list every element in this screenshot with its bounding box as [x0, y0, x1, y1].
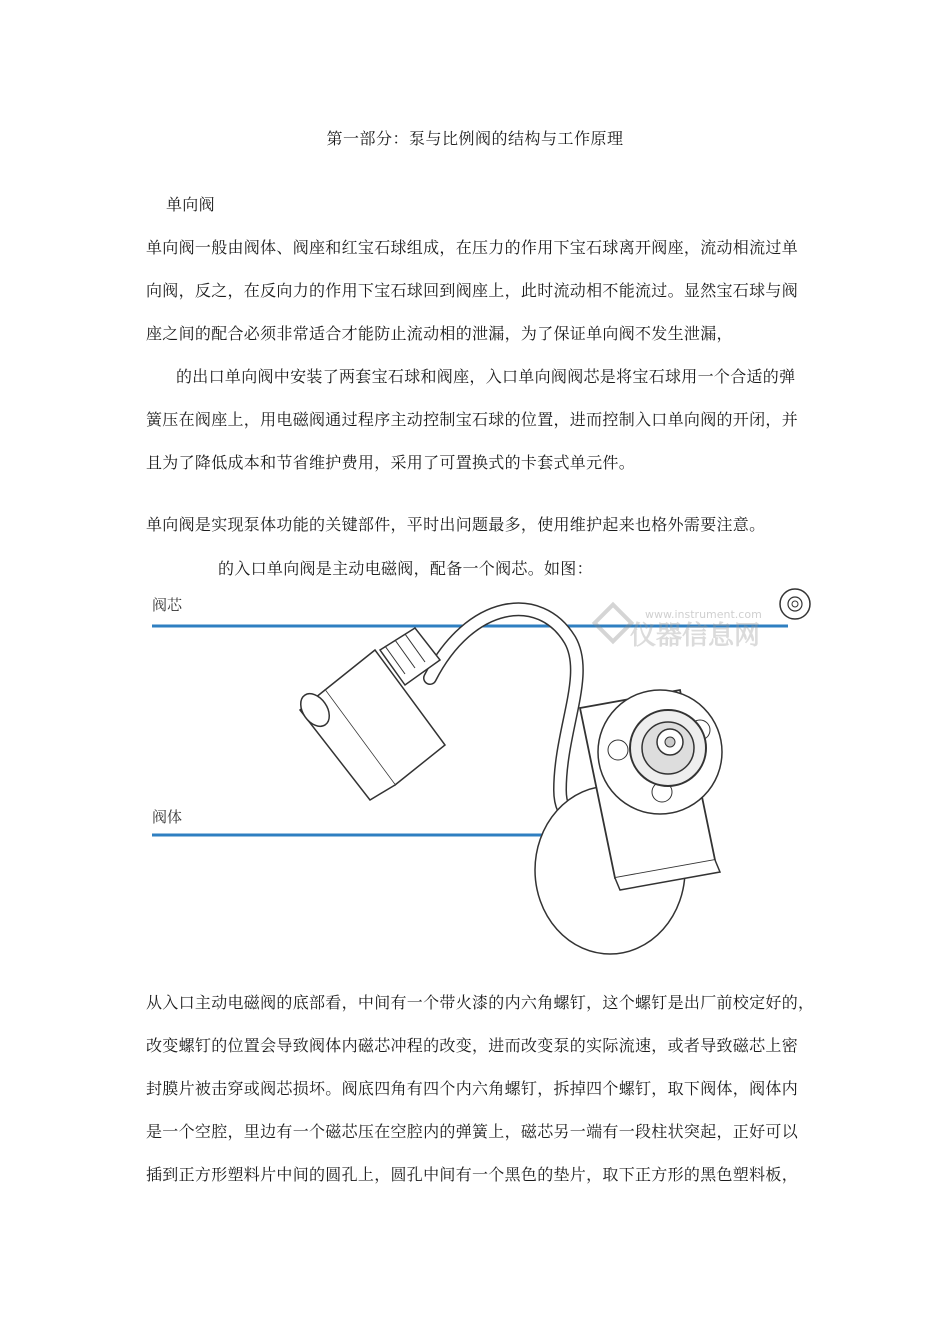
- paragraph-line: 单向阀一般由阀体、阀座和红宝石球组成，在压力的作用下宝石球离开阀座，流动相流过单: [146, 238, 799, 257]
- fitting-icon: [780, 589, 810, 619]
- paragraph-line: 从入口主动电磁阀的底部看，中间有一个带火漆的内六角螺钉，这个螺钉是出厂前校定好的，: [146, 993, 815, 1012]
- paragraph-line: 改变螺钉的位置会导致阀体内磁芯冲程的改变，进而改变泵的实际流速，或者导致磁芯上密: [146, 1036, 799, 1055]
- label-valve-body: 阀体: [152, 808, 183, 826]
- paragraph-line: 插到正方形塑料片中间的圆孔上，圆孔中间有一个黑色的垫片，取下正方形的黑色塑料板，: [146, 1165, 799, 1184]
- paragraph-line: 座之间的配合必须非常适合才能防止流动相的泄漏，为了保证单向阀不发生泄漏，: [146, 324, 733, 343]
- svg-text:仪器信息网: 仪器信息网: [630, 621, 761, 651]
- svg-text:www.instrument.com: www.instrument.com: [645, 608, 762, 621]
- paragraph-line: 且为了降低成本和节省维护费用，采用了可置换式的卡套式单元件。: [146, 453, 636, 472]
- paragraph-line: 的入口单向阀是主动电磁阀，配备一个阀芯。如图：: [218, 559, 593, 578]
- page-title: 第一部分：泵与比例阀的结构与工作原理: [326, 129, 624, 148]
- connector: [295, 628, 445, 800]
- label-valve-core: 阀芯: [152, 596, 183, 614]
- paragraph-line: 的出口单向阀中安装了两套宝石球和阀座，入口单向阀阀芯是将宝石球用一个合适的弹: [176, 367, 796, 386]
- watermark: [595, 605, 762, 651]
- paragraph-line: 单向阀是实现泵体功能的关键部件，平时出问题最多，使用维护起来也格外需要注意。: [146, 515, 766, 534]
- valve-figure: [140, 580, 820, 960]
- paragraph-line: 簧压在阀座上，用电磁阀通过程序主动控制宝石球的位置，进而控制入口单向阀的开闭，并: [146, 410, 799, 429]
- paragraph-line: 是一个空腔，里边有一个磁芯压在空腔内的弹簧上，磁芯另一端有一段柱状突起，正好可以: [146, 1122, 799, 1141]
- section-heading: 单向阀: [166, 195, 215, 214]
- paragraph-line: 向阀，反之，在反向力的作用下宝石球回到阀座上，此时流动相不能流过。显然宝石球与阀: [146, 281, 799, 300]
- paragraph-line: 封膜片被击穿或阀芯损坏。阀底四角有四个内六角螺钉，拆掉四个螺钉，取下阀体，阀体内: [146, 1079, 799, 1098]
